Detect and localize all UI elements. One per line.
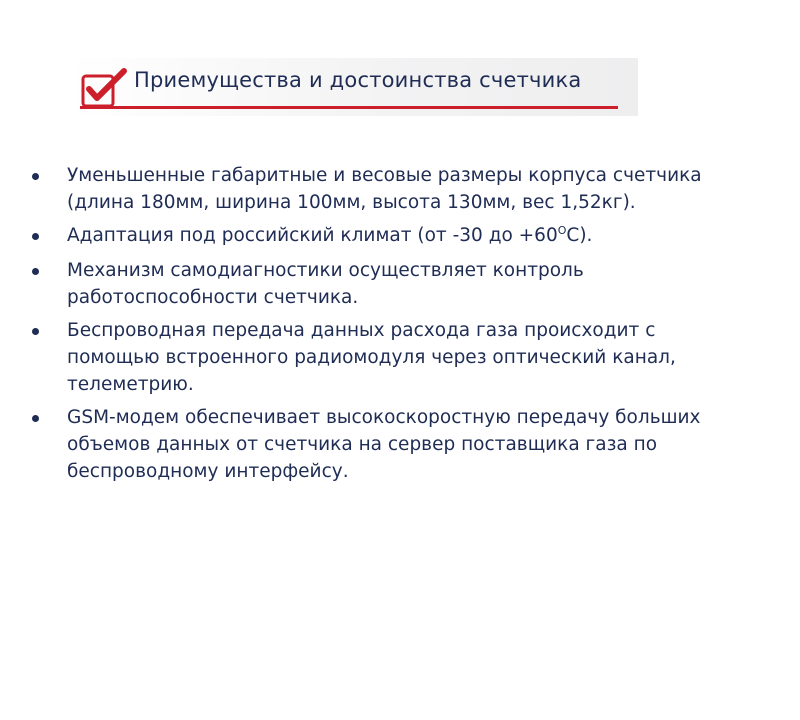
list-item bbox=[30, 404, 730, 485]
bullet-icon bbox=[32, 268, 39, 275]
list-item-text-after: С). bbox=[566, 225, 593, 246]
bullet-icon bbox=[32, 173, 39, 180]
advantages-list bbox=[30, 162, 730, 491]
bullet-icon bbox=[32, 233, 39, 240]
bullet-icon bbox=[32, 415, 39, 422]
list-item bbox=[30, 257, 730, 311]
list-item-text: GSM-модем обеспечивает высокоскоростную передачу больших объемов данных от счетчика на сервер поставщика газа по беспроводному интерфейсу. bbox=[67, 407, 701, 482]
slide-header bbox=[68, 58, 638, 116]
list-item-text: Беспроводная передача данных расхода газа происходит с помощью встроенного радиомодуля через оптический канал, телеметрию. bbox=[67, 320, 676, 395]
list-item bbox=[30, 317, 730, 398]
list-item-text bbox=[67, 225, 592, 246]
header-underline bbox=[80, 106, 618, 109]
page-title: Приемущества и достоинства счетчика bbox=[134, 68, 582, 92]
list-item bbox=[30, 222, 730, 251]
list-item-text: Уменьшенные габаритные и весовые размеры корпуса счетчика (длина 180мм, ширина 100мм, высота 130мм, вес 1,52кг). bbox=[67, 165, 702, 213]
list-item-text-before: Адаптация под российский климат (от -30 до +60 bbox=[67, 225, 558, 246]
bullet-icon bbox=[32, 328, 39, 335]
degree-superscript: О bbox=[557, 224, 567, 237]
list-item bbox=[30, 162, 730, 216]
list-item-text: Механизм самодиагностики осуществляет контроль работоспособности счетчика. bbox=[67, 260, 584, 308]
